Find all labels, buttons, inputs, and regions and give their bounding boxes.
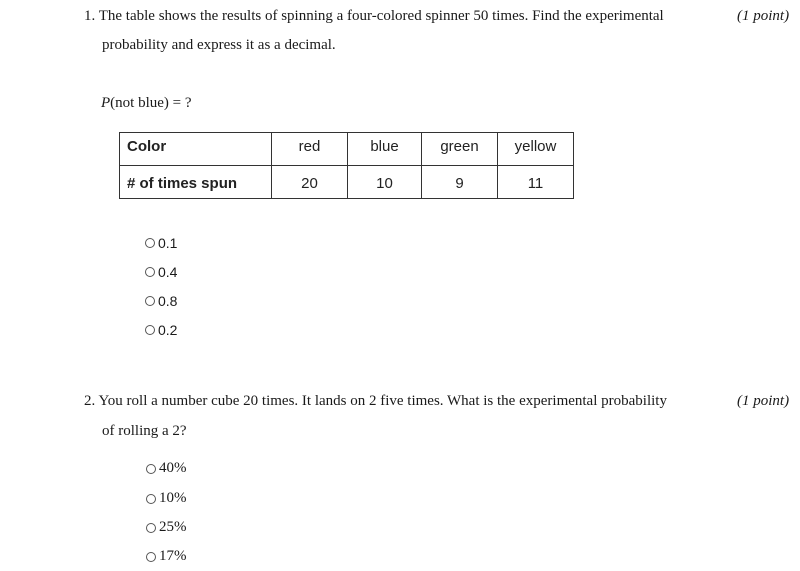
question-1-text-line-1: The table shows the results of spinning a four-colored spinner 50 times. Find the experimental bbox=[98, 8, 664, 24]
question-2-option-b[interactable] bbox=[146, 490, 187, 507]
question-2-text-line-1: You roll a number cube 20 times. It lands on 2 five times. What is the experimental probability bbox=[98, 393, 667, 409]
option-label: 10% bbox=[159, 490, 187, 506]
question-2-option-c[interactable] bbox=[146, 519, 187, 536]
question-2-line-1 bbox=[84, 393, 667, 410]
spinner-results-table bbox=[119, 132, 574, 199]
question-2-option-d[interactable] bbox=[146, 548, 187, 565]
table-header-cell: blue bbox=[348, 133, 422, 166]
table-row-label: # of times spun bbox=[120, 166, 272, 199]
question-1-prompt bbox=[101, 95, 192, 112]
prompt-probability-symbol: P bbox=[101, 95, 111, 111]
option-label: 40% bbox=[159, 460, 187, 476]
radio-button[interactable] bbox=[146, 523, 156, 533]
radio-button[interactable] bbox=[146, 464, 156, 474]
table-header-cell: yellow bbox=[498, 133, 574, 166]
question-2-text-line-2: of rolling a 2? bbox=[102, 423, 187, 439]
question-1-option-b[interactable] bbox=[145, 264, 177, 280]
prompt-text: (not blue) = ? bbox=[110, 95, 192, 111]
question-1-option-a[interactable] bbox=[145, 235, 177, 251]
radio-button[interactable] bbox=[145, 267, 155, 277]
radio-button[interactable] bbox=[145, 296, 155, 306]
question-1-line-1 bbox=[84, 8, 664, 25]
radio-button[interactable] bbox=[145, 238, 155, 248]
table-data-row bbox=[120, 166, 574, 199]
option-label: 25% bbox=[159, 519, 187, 535]
question-1-option-d[interactable] bbox=[145, 322, 177, 338]
table-header-cell: red bbox=[272, 133, 348, 166]
option-label: 17% bbox=[159, 548, 187, 564]
question-2-points: (1 point) bbox=[737, 393, 790, 409]
option-label: 0.8 bbox=[158, 293, 178, 309]
table-cell: 9 bbox=[422, 166, 498, 199]
option-label: 0.1 bbox=[158, 235, 178, 251]
radio-button[interactable] bbox=[145, 325, 155, 335]
question-1-points: (1 point) bbox=[737, 8, 790, 24]
table-cell: 20 bbox=[272, 166, 348, 199]
radio-button[interactable] bbox=[146, 494, 156, 504]
question-1-text-line-2: probability and express it as a decimal. bbox=[102, 37, 336, 53]
table-header-row bbox=[120, 133, 574, 166]
table-cell: 11 bbox=[498, 166, 574, 199]
table-header-cell: green bbox=[422, 133, 498, 166]
question-2-option-a[interactable] bbox=[146, 460, 187, 477]
question-1-option-c[interactable] bbox=[145, 293, 177, 309]
table-cell: 10 bbox=[348, 166, 422, 199]
radio-button[interactable] bbox=[146, 552, 156, 562]
option-label: 0.2 bbox=[158, 322, 178, 338]
table-header-label: Color bbox=[120, 133, 272, 166]
option-label: 0.4 bbox=[158, 264, 178, 280]
question-1-number: 1. bbox=[84, 8, 96, 24]
question-2-number: 2. bbox=[84, 393, 96, 409]
